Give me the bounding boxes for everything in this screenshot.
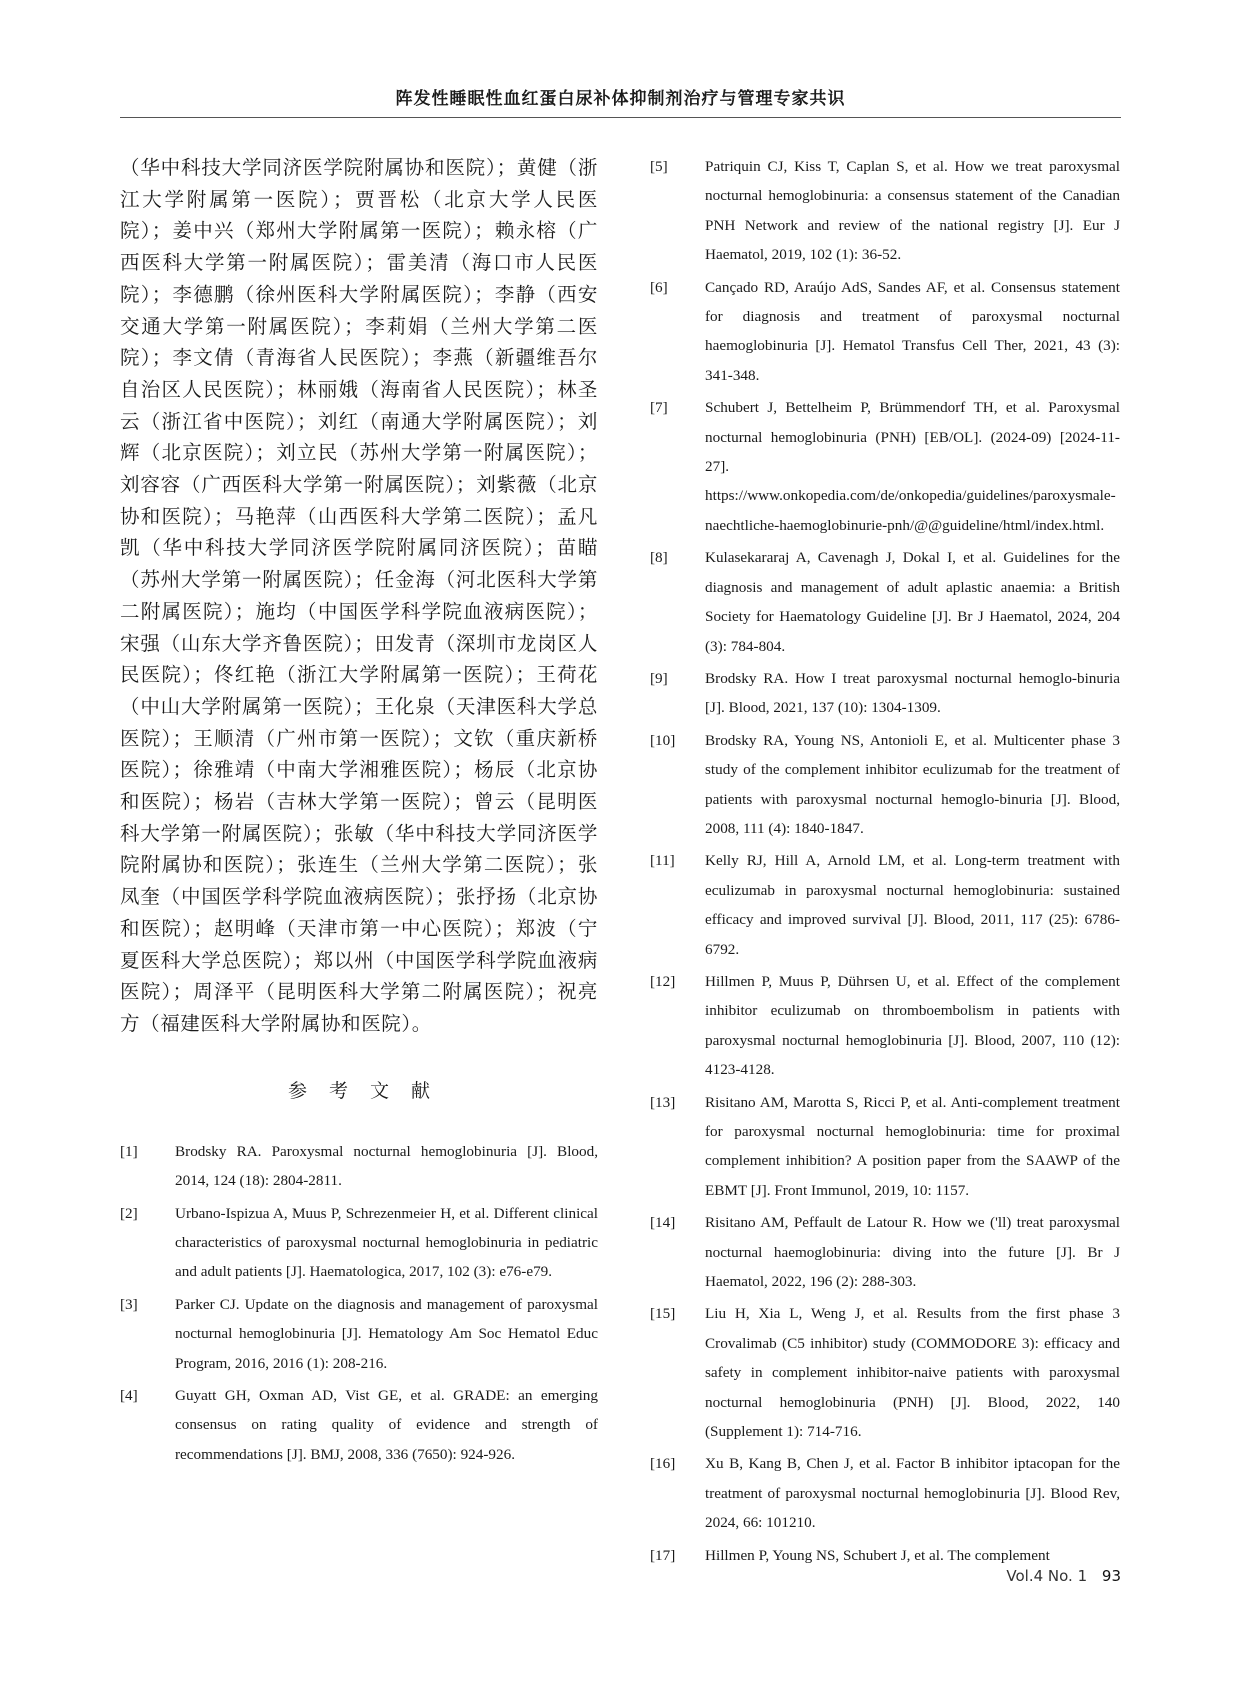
reference-item — [650, 1088, 1120, 1206]
reference-text: Liu H, Xia L, Weng J, et al. Results from the first phase 3 Crovalimab (C5 inhibitor) study (COMMODORE 3): efficacy and safety in complement inhibitor-naive patients with paroxysmal nocturnal hemoglobinuria (PNH) [J]. Blood, 2022, 140 (Supplement 1): 714-716. — [705, 1305, 1120, 1441]
reference-text: Kulasekararaj A, Cavenagh J, Dokal I, et al. Guidelines for the diagnosis and management of adult aplastic anaemia: a British Society for Haematology Guideline [J]. Br J Haematol, 2024, 204 (3): 784-804. — [705, 549, 1120, 655]
reference-item — [650, 1449, 1120, 1537]
right-column — [650, 152, 1120, 1573]
reference-item — [120, 1137, 598, 1196]
reference-item — [650, 1208, 1120, 1296]
references-title: 参考文献 — [287, 1079, 452, 1102]
reference-number: [17] — [650, 1546, 676, 1564]
left-column — [120, 152, 598, 1472]
reference-number: [6] — [650, 278, 668, 296]
reference-number: [13] — [650, 1093, 676, 1111]
reference-number: [2] — [120, 1204, 138, 1222]
authors-paragraph: （华中科技大学同济医学院附属协和医院）；黄健（浙江大学附属第一医院）；贾晋松（北京大学人民医院）；姜中兴（郑州大学附属第一医院）；赖永榕（广西医科大学第一附属医院）；雷美清（海口市人民医院）；李德鹏（徐州医科大学附属医院）；李静（西安交通大学第一附属医院）；李莉娟（兰州大学第二医院）；李文倩（青海省人民医院）；李燕（新疆维吾尔自治区人民医院）；林丽娥（海南省人民医院）；林圣云（浙江省中医院）；刘红（南通大学附属医院）；刘辉（北京医院）；刘立民（苏州大学第一附属医院）；刘容容（广西医科大学第一附属医院）；刘紫薇（北京协和医院）；马艳萍（山西医科大学第二医院）；孟凡凯（华中科技大学同济医学院附属同济医院）；苗瞄（苏州大学第一附属医院）；任金海（河北医科大学第二附属医院）；施均（中国医学科学院血液病医院）；宋强（山东大学齐鲁医院）；田发青（深圳市龙岗区人民医院）；佟红艳（浙江大学附属第一医院）；王荷花（中山大学附属第一医院）；王化泉（天津医科大学总医院）；王顺清（广州市第一医院）；文钦（重庆新桥医院）；徐雅靖（中南大学湘雅医院）；杨辰（北京协和医院）；杨岩（吉林大学第一医院）；曾云（昆明医科大学第一附属医院）；张敏（华中科技大学同济医学院附属协和医院）；张连生（兰州大学第二医院）；张凤奎（中国医学科学院血液病医院）；张抒扬（北京协和医院）；赵明峰（天津市第一中心医院）；郑波（宁夏医科大学总医院）；郑以州（中国医学科学院血液病医院）；周泽平（昆明医科大学第二附属医院）；祝亮方（福建医科大学附属协和医院）。 — [120, 156, 598, 1035]
reference-item — [120, 1199, 598, 1287]
references-list-right — [650, 152, 1120, 1570]
reference-text: Risitano AM, Peffault de Latour R. How we ('ll) treat paroxysmal nocturnal haemoglobinuria: diving into the future [J]. Br J Haematol, 2022, 196 (2): 288-303. — [705, 1214, 1120, 1291]
reference-item — [120, 1290, 598, 1378]
reference-number: [15] — [650, 1305, 676, 1323]
reference-item — [650, 152, 1120, 270]
reference-item — [650, 1299, 1120, 1446]
reference-text: Parker CJ. Update on the diagnosis and management of paroxysmal nocturnal hemoglobinuria [J]. Hematology Am Soc Hematol Educ Program, 2016, 2016 (1): 208-216. — [175, 1295, 598, 1372]
reference-number: [12] — [650, 972, 676, 990]
header-divider — [120, 117, 1121, 118]
reference-text: Brodsky RA. How I treat paroxysmal nocturnal hemoglo-binuria [J]. Blood, 2021, 137 (10): 1304-1309. — [705, 669, 1120, 717]
reference-number: [8] — [650, 549, 668, 567]
reference-text: Cançado RD, Araújo AdS, Sandes AF, et al. Consensus statement for diagnosis and treatment of paroxysmal nocturnal haemoglobinuria [J]. Hematol Transfus Cell Ther, 2021, 43 (3): 341-348. — [705, 278, 1120, 384]
reference-text: Schubert J, Bettelheim P, Brümmendorf TH, et al. Paroxysmal nocturnal hemoglobinuria (PNH) [EB/OL]. (2024-09) [2024-11-27]. https://www.onkopedia.com/de/onkopedia/guidelines/paroxysmale-naechtliche-haemoglobinurie-pnh/@@guideline/html/index.html. — [705, 399, 1120, 534]
reference-text: Brodsky RA, Young NS, Antonioli E, et al. Multicenter phase 3 study of the complement inhibitor eculizumab for the treatment of patients with paroxysmal nocturnal hemoglo-binuria [J]. Blood, 2008, 111 (4): 1840-1847. — [705, 731, 1120, 837]
reference-item — [650, 664, 1120, 723]
reference-number: [4] — [120, 1386, 138, 1404]
reference-text: Risitano AM, Marotta S, Ricci P, et al. Anti-complement treatment for paroxysmal nocturnal hemoglobinuria: time for proximal complement inhibition? A position paper from the SAAWP of the EBMT [J]. Front Immunol, 2019, 10: 1157. — [705, 1093, 1120, 1199]
reference-number: [10] — [650, 731, 676, 749]
page-footer — [1006, 1567, 1121, 1585]
reference-text: Patriquin CJ, Kiss T, Caplan S, et al. How we treat paroxysmal nocturnal hemoglobinuria: a consensus statement of the Canadian PNH Network and review of the national registry [J]. Eur J Haematol, 2019, 102 (1): 36-52. — [705, 158, 1120, 264]
references-list-left — [120, 1137, 598, 1469]
reference-number: [7] — [650, 399, 668, 417]
page-number: 93 — [1101, 1567, 1121, 1585]
reference-text: Guyatt GH, Oxman AD, Vist GE, et al. GRADE: an emerging consensus on rating quality of evidence and strength of recommendations [J]. BMJ, 2008, 336 (7650): 924-926. — [175, 1386, 598, 1463]
reference-item — [650, 726, 1120, 844]
reference-text: Xu B, Kang B, Chen J, et al. Factor B inhibitor iptacopan for the treatment of paroxysmal nocturnal hemoglobinuria [J]. Blood Rev, 2024, 66: 101210. — [705, 1455, 1120, 1532]
reference-number: [14] — [650, 1214, 676, 1232]
reference-item — [650, 967, 1120, 1085]
reference-number: [9] — [650, 669, 668, 687]
running-title: 阵发性睡眠性血红蛋白尿补体抑制剂治疗与管理专家共识 — [395, 89, 846, 109]
reference-number: [3] — [120, 1295, 138, 1313]
reference-item — [650, 1541, 1120, 1570]
reference-text: Hillmen P, Muus P, Dührsen U, et al. Effect of the complement inhibitor eculizumab on thromboembolism in patients with paroxysmal nocturnal hemoglobinuria [J]. Blood, 2007, 110 (12): 4123-4128. — [705, 972, 1120, 1079]
reference-item — [650, 393, 1120, 540]
reference-item — [120, 1381, 598, 1469]
reference-item — [650, 543, 1120, 661]
reference-text: Hillmen P, Young NS, Schubert J, et al. The complement — [705, 1546, 1050, 1564]
reference-number: [5] — [650, 158, 668, 175]
reference-item — [650, 273, 1120, 391]
reference-number: [11] — [650, 852, 675, 870]
volume-issue: Vol.4 No. 1 — [1006, 1567, 1088, 1585]
reference-item — [650, 846, 1120, 964]
reference-number: [1] — [120, 1142, 138, 1160]
reference-text: Kelly RJ, Hill A, Arnold LM, et al. Long-term treatment with eculizumab in paroxysmal nocturnal hemoglobinuria: sustained efficacy and improved survival [J]. Blood, 2011, 117 (25): 6786-6792. — [705, 852, 1120, 958]
reference-text: Urbano-Ispizua A, Muus P, Schrezenmeier H, et al. Different clinical characteristics of paroxysmal nocturnal hemoglobinuria in pediatric and adult patients [J]. Haematologica, 2017, 102 (3): e76-e79. — [175, 1204, 598, 1281]
reference-number: [16] — [650, 1455, 676, 1473]
reference-text: Brodsky RA. Paroxysmal nocturnal hemoglobinuria [J]. Blood, 2014, 124 (18): 2804-2811. — [175, 1142, 598, 1190]
